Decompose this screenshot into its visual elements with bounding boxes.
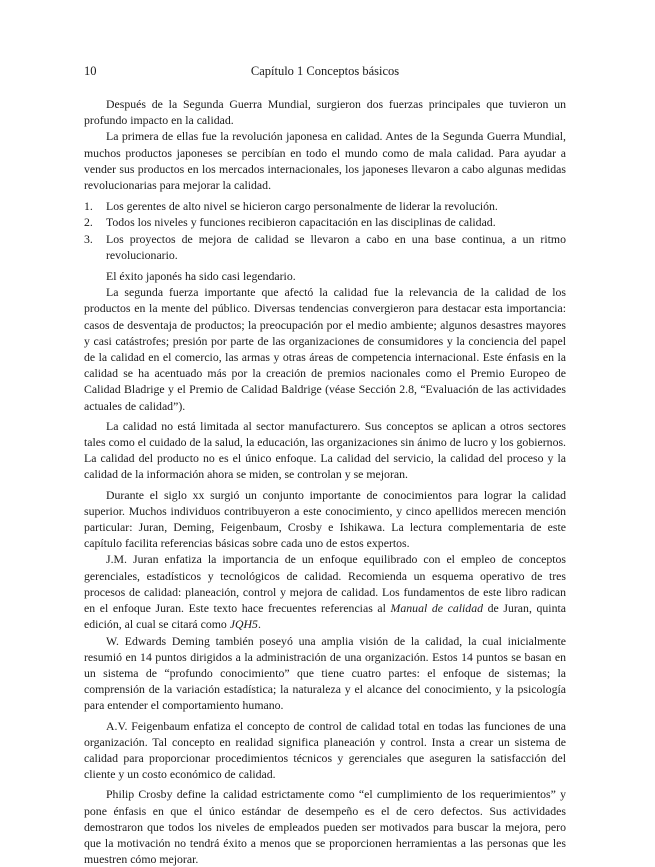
- list-text: Los gerentes de alto nivel se hicieron cargo personalmente de liderar la revolución.: [106, 199, 498, 214]
- list-text: Los proyectos de mejora de calidad se llevaron a cabo en una base continua, a un ritmo revolucionario.: [106, 231, 566, 262]
- list-item: [84, 231, 566, 263]
- paragraph-beyond-manufacturing: La calidad no está limitada al sector manufacturero. Sus conceptos se aplican a otros sectores tales como el cuidado de la salud, la educación, las organizaciones sin ánimo de lucro y los gobiernos. La calidad del producto no es el único enfoque. La calidad del servicio, la calidad del proceso y la calidad de la información ahora se miden, se controlan y se mejoran.: [84, 418, 567, 482]
- paragraph-postwar: Después de la Segunda Guerra Mundial, surgieron dos fuerzas principales que tuvieron un profundo impacto en la calidad.: [84, 97, 566, 128]
- list-text: Todos los niveles y funciones recibieron capacitación en las disciplinas de calidad.: [106, 215, 496, 230]
- running-head: Capítulo 1 Conceptos básicos: [250, 64, 400, 78]
- paragraph-twentieth-century: Durante el siglo xx surgió un conjunto importante de conocimientos para lograr la calidad superior. Muchos individuos contribuyeron a este conocimiento, y cinco apellidos merecen mención particular: Juran, Deming, Feigenbaum, Crosby e Ishikawa. La lectura complementaria de este capítulo facilita referencias básicas sobre cada uno de estos expertos.: [84, 487, 566, 551]
- list-number: 3.: [84, 231, 93, 246]
- book-page: [84, 64, 566, 867]
- paragraph-juran: [84, 551, 566, 632]
- page-number: 10: [84, 64, 97, 78]
- juran-text-mid: de Juran, quinta edición, al cual se citará como: [84, 601, 566, 632]
- body-text: [84, 96, 566, 867]
- paragraph-crosby: Philip Crosby define la calidad estrictamente como “el cumplimiento de los requerimientos” y pone énfasis en que el único estándar de desempeño es el de cero defectos. Sus actividades demostraron que todos los niveles de empleados pueden ser motivados para buscar la mejora, pero que la motivación no tendrá éxito a menos que se proporcionen herramientas a las personas que les muestren cómo mejorar.: [84, 787, 566, 867]
- juran-handbook-title: Manual de calidad: [390, 601, 484, 616]
- paragraph-feigenbaum: A.V. Feigenbaum enfatiza el concepto de control de calidad total en todas las funciones de una organización. Tal concepto en realidad significa planeación y control. Insta a crear un sistema de calidad para proporcionar procedimientos técnicos y gerenciales que aseguren la satisfacción del cliente y un costo económico de calidad.: [84, 718, 566, 782]
- list-number: 2.: [84, 215, 93, 230]
- page-header: [84, 64, 566, 86]
- paragraph-japanese-success: El éxito japonés ha sido casi legendario.: [106, 269, 296, 284]
- juran-handbook-abbrev: JQH5: [229, 617, 258, 632]
- list-number: 1.: [84, 199, 93, 214]
- paragraph-second-force: La segunda fuerza importante que afectó la calidad fue la relevancia de la calidad de los productos en la mente del público. Diversas tendencias convergieron para destacar esta importancia: casos de desventaja de productos; la preocupación por el medio ambiente; algunos desastres mayores y casi catástrofes; presión por parte de las organizaciones de consumidores y la conciencia del papel de la calidad en el comercio, las armas y otras áreas de competencia internacional. Este énfasis en la calidad se ha acentuado más por la creación de premios nacionales como el Premio Europeo de Calidad Bladrige y el Premio de Calidad Baldrige (véase Sección 2.8, “Evaluación de las actividades actuales de calidad”).: [84, 285, 566, 413]
- juran-text-end: .: [257, 617, 261, 632]
- list-item: [84, 214, 566, 230]
- paragraph-deming: W. Edwards Deming también poseyó una amplia visión de la calidad, la cual inicialmente resumió en 14 puntos dirigidos a la administración de una organización. Estos 14 puntos se basan en un sistema de “profundo conocimiento” que tiene cuatro partes: el enfoque de sistemas; la comprensión de la variación estadística; la naturaleza y el alcance del conocimiento, y la psicología para entender el comportamiento humano.: [84, 633, 566, 713]
- paragraph-japanese-revolution: La primera de ellas fue la revolución japonesa en calidad. Antes de la Segunda Guerra Mundial, muchos productos japoneses se percibían en todo el mundo como de mala calidad. Para ayudar a vender sus productos en los mercados internacionales, los japoneses llevaron a cabo algunas medidas revolucionarias para mejorar la calidad.: [84, 129, 566, 193]
- numbered-list: [84, 198, 566, 263]
- list-item: [84, 198, 566, 214]
- juran-text-start: J.M. Juran enfatiza la importancia de un enfoque equilibrado con el empleo de conceptos gerenciales, estadísticos y tecnológicos de calidad. Recomienda un esquema operativo de tres procesos de calidad: planeación, control y mejora de calidad. Los fundamentos de este libro radican en el enfoque Juran. Este texto hace frecuentes referencias al: [84, 552, 566, 616]
